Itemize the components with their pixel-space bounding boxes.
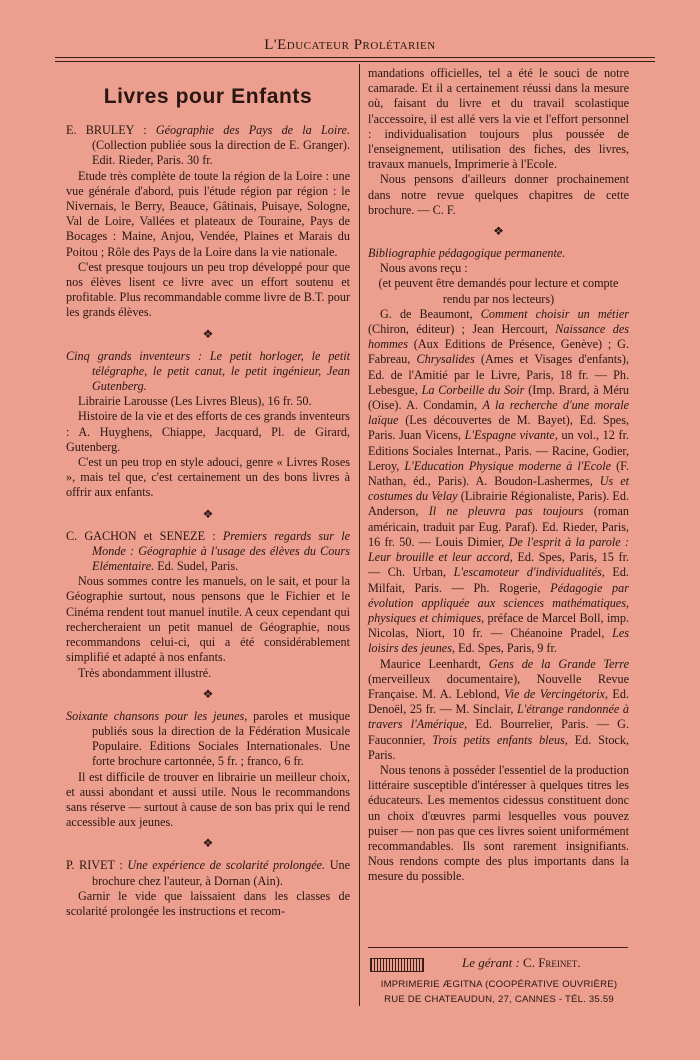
footer-rule — [368, 947, 628, 948]
book-title: Gens de la Grande Terre — [488, 656, 629, 671]
entry-paragraph: Histoire de la vie et des efforts de ces grands inventeurs : A. Huyghens, Chiappe, Jacquard, Pl. de Girard, Gutenberg. — [66, 409, 350, 454]
book-entry-inventeurs — [66, 349, 350, 501]
ornament-divider: ❖ — [202, 686, 214, 701]
entry-author: C. GACHON et SENEZE : — [66, 528, 216, 543]
entry-author: E. BRULEY : — [66, 123, 147, 137]
entry-paragraph: Très abondamment illustré. — [78, 665, 212, 680]
entry-title: Cinq grands inventeurs : Le petit horloger, le petit télégraphe, le petit canut, le petit ingénieur, Jean Gutenberg. — [66, 348, 350, 394]
header-rule-thin — [55, 61, 655, 62]
entry-paragraph: C'est un peu trop en style adouci, genre « Livres Roses », mais tel que, c'est certainement un des bons livres à offrir aux enfants. — [66, 455, 350, 500]
entry-heading — [66, 709, 350, 770]
book-details: , Ed. Denoël, 25 fr. — M. Sinclair, — [368, 686, 629, 717]
bibliography-heading: Bibliographie pédagogique permanente. — [368, 246, 566, 261]
gerant-name: C. Freinet. — [523, 955, 581, 970]
entry-heading — [66, 858, 350, 888]
bibliography-note: (et peuvent être demandés pour lecture et compte rendu par nos lecteurs) — [378, 276, 619, 306]
entry-paragraph: C'est presque toujours un peu trop développé pour que nos élèves lisent ce livre avec un effort soutenu et profitable. Plus recommandable comme livre de B.T. pour les grands élèves. — [66, 259, 350, 320]
book-title: La Corbeille du Soir — [421, 382, 525, 397]
entry-title: Une expérience de scolarité prolongée. — [127, 858, 326, 873]
book-entry-rivet — [66, 858, 350, 919]
ornament-divider: ❖ — [202, 326, 214, 341]
ornament-divider: ❖ — [202, 836, 214, 851]
book-details: , Ed. Spes, Paris, 9 fr. — [451, 641, 557, 656]
book-details: (Chiron, éditeur) ; Jean Hercourt, — [368, 322, 556, 337]
entry-info: (Collection publiée sous la direction de E. Granger). Edit. Rieder, Paris. 30 fr. — [92, 138, 350, 168]
book-details: , Ed. Spes, Paris, 15 fr. — Ch. Urban, — [368, 550, 629, 580]
gerant-line — [462, 955, 581, 971]
gerant-label: Le gérant : — [462, 955, 520, 970]
entry-info: Ed. Sudel, Paris. — [157, 559, 239, 574]
right-column — [368, 66, 629, 885]
running-title: L'Educateur Prolétarien — [264, 37, 436, 53]
imprint-address: RUE DE CHATEAUDUN, 27, CANNES - TÉL. 35.59 — [384, 994, 614, 1005]
entry-info: Librairie Larousse (Les Livres Bleus), 16 fr. 50. — [78, 394, 312, 409]
printer-logo — [370, 958, 424, 972]
book-title: Us et costumes du Velay — [368, 474, 629, 504]
entry-heading — [66, 123, 350, 169]
book-details: (F. Nathan, éd., Paris). A. Boudon-Lashermes, — [368, 458, 629, 489]
entry-heading — [66, 529, 350, 575]
left-column — [66, 85, 350, 919]
book-entry-chansons — [66, 709, 350, 831]
entry-paragraph: Etude très complète de toute la région de la Loire : une vue générale d'abord, puis l'étude région par région : le Nivernais, le Berry, Beauce, Gâtinais, Puisaye, Sologne, Val de Loire, Vallées et plateaux de Touraine, Pays de Bocages : Maine, Anjou, Vendée, Plaines et Marais du Poitou ; Rôle des Pays de la Loire dans la vie nationale. — [66, 168, 350, 259]
book-title: L'escamoteur d'individualités — [453, 565, 602, 580]
entry-author: P. RIVET : — [66, 858, 123, 873]
book-details: Maurice Leenhardt, — [380, 656, 489, 671]
book-title: Il ne pleuvra pas toujours — [428, 504, 584, 519]
book-title: A la recherche d'une morale laïque — [368, 398, 630, 428]
received-line: Nous avons reçu : — [380, 261, 468, 276]
imprint-line: IMPRIMERIE ÆGITNA (COOPÉRATIVE OUVRIÈRE) — [380, 979, 618, 990]
book-details: (Ames et Visages d'enfants), Ed. de l'Amitié par le Livre, Paris, 18 fr. — Ph. Lebesgue, — [368, 352, 629, 397]
header-rule — [55, 57, 655, 58]
entry-title: Géographie des Pays de la Loire. — [155, 123, 350, 137]
book-entry-gachon — [66, 529, 350, 681]
book-details: , Ed. Stock, Paris. — [368, 732, 629, 762]
entry-paragraph: Nous sommes contre les manuels, on le sait, et pour la Géographie surtout, nous pensons que le Fichier et le Cinéma rendent tout manuel inutile. A ceux cependant qui rechercheraient un petit manuel de Géographie, nous recommandons celui-ci, qui a été considérablement simplifié et adapté à nos enfants. — [66, 574, 350, 665]
book-details: , un vol., 12 fr. Editions Sociales Internat., Paris. — Racine, Godier, Leroy, — [368, 428, 630, 473]
book-details: (Les découvertes de M. Bayet), Ed. Spes, Paris. Juan Vicens, — [368, 413, 629, 443]
ornament-divider: ❖ — [493, 224, 504, 239]
entry-paragraph: Il est difficile de trouver en librairie un meilleur choix, et aussi abondant et aussi utile. Nous le recommandons sans réserve — surtout à cause de son bas prix qui le rend accessible aux jeunes. — [66, 769, 350, 830]
book-title: De l'esprit à la parole : Leur brouille et leur accord — [368, 534, 629, 565]
entry-info: Une brochure chez l'auteur, à Dornan (Ain). — [92, 858, 351, 888]
book-entry-bruley — [66, 123, 350, 321]
book-title: L'étrange randonnée à travers l'Amérique — [368, 702, 629, 732]
book-details: (roman américain, traduit par Eug. Paraf). Ed. Rieder, Paris, 16 fr. 50. — Louis Dimier, — [368, 504, 629, 549]
book-title: Chrysalides — [416, 352, 475, 367]
book-details: (Aux Editions de Présence, Genève) ; G. Fabreau, — [368, 337, 629, 367]
book-details: , Ed. Milfait, Paris. — Ph. Rogerie, — [368, 565, 629, 595]
entry-info: paroles et musique publiés sous la direction de la Fédération Musicale Populaire. Editions Sociales Internationales. Une forte brochure cartonnée, 5 fr. ; franco, 6 fr. — [92, 708, 351, 769]
book-details: (Imp. Brard, à Méru (Oise). A. Condamin, — [368, 382, 630, 413]
bibliography-closing: Nous tenons à posséder l'essentiel de la production littéraire susceptible d'intéresser à quelques titres les éducateurs. Les mementos cidessus constituent donc un choix d'œuvres parmi lesquelles vous pouvez puiser — non pas que ces livres soient uniformément recommandables. Ils sont rarement insignifiants. Nous rendons compte des plus importants dans la mesure du possible. — [368, 762, 629, 884]
book-title: L'Espagne vivante — [464, 428, 555, 443]
bibliography-list — [368, 307, 629, 657]
column-divider — [359, 64, 360, 1006]
book-details: (Librairie Régionaliste, Paris). Ed. Anderson, — [368, 489, 629, 519]
book-title: Naissance des hommes — [368, 322, 629, 352]
section-title: Livres pour Enfants — [103, 85, 313, 108]
bibliography-list — [368, 657, 629, 763]
book-details: , préface de Marcel Boll, imp. Nicolas, Niort, 10 fr. — Chéanoine Pradel, — [368, 610, 629, 641]
entry-paragraph: Garnir le vide que laissaient dans les classes de scolarité prolongée les instructions et recom- — [66, 888, 350, 918]
book-title: Trois petits enfants bleus — [432, 732, 565, 747]
book-details: G. de Beaumont, — [380, 306, 481, 321]
book-details: (merveilleux documentaire), Nouvelle Revue Française. M. A. Leblond, — [368, 671, 629, 701]
entry-title: Soixante chansons pour les jeunes, — [66, 708, 248, 723]
book-details: , Ed. Bourrelier, Paris. — G. Fauconnier, — [368, 717, 630, 747]
book-title: Pédagogie par évolution appliquée aux sciences mathématiques, physiques et chimiques — [368, 580, 629, 625]
continued-paragraph: mandations officielles, tel a été le souci de notre camarade. Et il a certainement réussi dans la mesure où, faisant du livre et du travail scolastique l'accessoire, il est allé vers la vie et l'effort personnel : individualisation toujours plus poussée de l'enseignement, utilisation des fiches, des livres, travaux manuels, Imprimerie à l'Ecole. — [368, 66, 629, 172]
book-title: L'Education Physique moderne à l'Ecole — [404, 458, 612, 473]
entry-title: Premiers regards sur le Monde : Géographie à l'usage des élèves du Cours Elémentaire. — [92, 528, 350, 574]
book-title: Comment choisir un métier — [480, 306, 629, 321]
book-title: Vie de Vercingétorix — [504, 686, 605, 701]
entry-paragraph: Nous pensons d'ailleurs donner prochainement dans notre revue quelques chapitres de cette brochure. — C. F. — [368, 172, 629, 217]
ornament-divider: ❖ — [202, 506, 214, 521]
book-title: Les loisirs des jeunes — [368, 626, 629, 656]
